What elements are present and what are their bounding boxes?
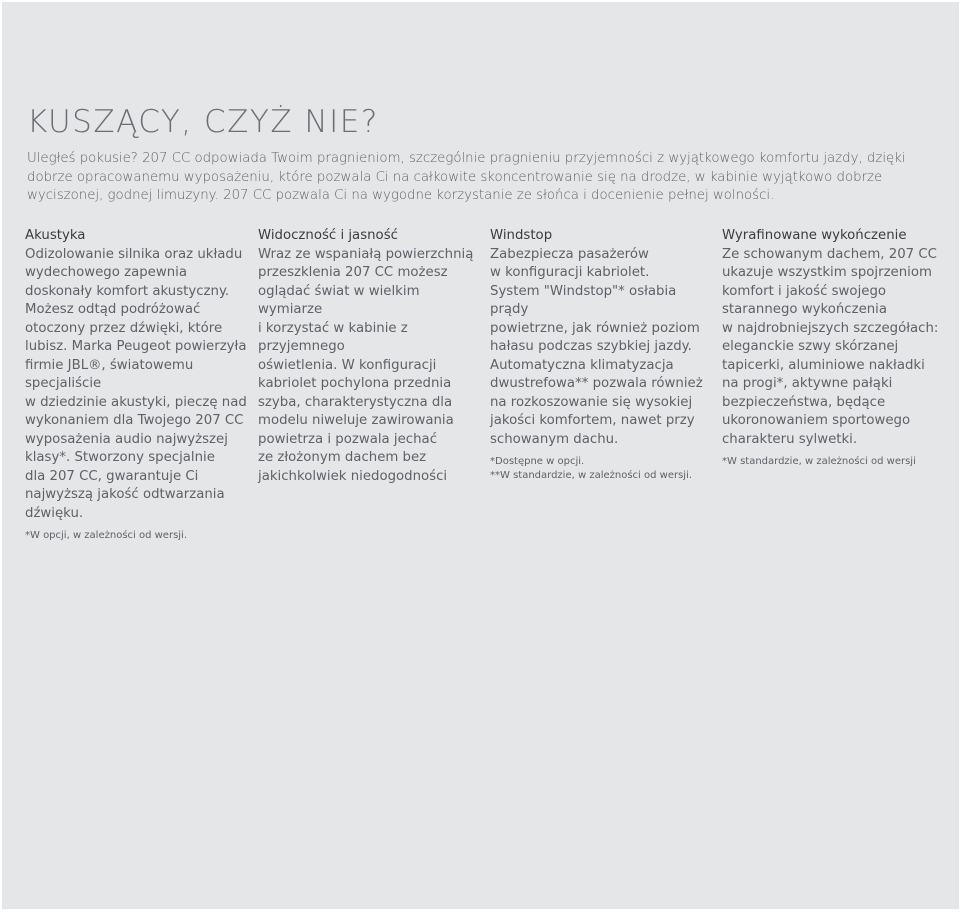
column-footnote: *W standardzie, w zależności od wersji xyxy=(722,456,916,467)
column-body: Wraz ze wspaniałą powierzchnią przeszklenia 207 CC możesz oglądać świat w wielkim wymiarze i korzystać w kabinie z przyjemnego oświetlenia. W konfiguracji kabriolet pochylona przednia szyba, charakterystyczna dla modelu niweluje zawirowania powietrza i pozwala jechać ze złożonym dachem bez jakichkolwiek niedogodności xyxy=(258,246,474,484)
column-heading: Widoczność i jasność xyxy=(258,228,398,243)
column-body: Ze schowanym dachem, 207 CC ukazuje wszystkim spojrzeniom komfort i jakość swojego starannego wykończenia w najdrobniejszych szczegółach: eleganckie szwy skórzanej tapicerki, aluminiowe nakładki na progi*, aktywne pałąki bezpieczeństwa, będące ukoronowaniem sportowego charakteru sylwetki. xyxy=(722,246,939,447)
column-footnote: *Dostępne w opcji. **W standardzie, w zależności od wersji. xyxy=(490,456,693,481)
intro-paragraph: Uległeś pokusie? 207 CC odpowiada Twoim pragnieniom, szczególnie pragnieniu przyjemności z wyjątkowego komfortu jazdy, dzięki dobrze opracowanemu wyposażeniu, które pozwala Ci na całkowite skoncentrowanie się na drodze, w kabinie wyjątkowo dobrze wyciszonej, godnej limuzyny. 207 CC pozwala Ci na wygodne korzystanie ze słońca i docenienie pełnej wolności. xyxy=(27,151,906,203)
column-wykonczenie xyxy=(722,227,944,469)
column-body: Zabezpiecza pasażerów w konfiguracji kabriolet. System "Windstop"* osłabia prądy powietrzne, jak również poziom hałasu podczas szybkiej jazdy. Automatyczna klimatyzacja dwustrefowa** pozwala również na rozkoszowanie się wysokiej jakości komfortem, nawet przy schowanym dachu. xyxy=(490,246,703,447)
column-widocznosc xyxy=(258,227,480,486)
column-akustyka xyxy=(25,227,247,543)
column-heading: Wyrafinowane wykończenie xyxy=(722,228,907,243)
column-heading: Windstop xyxy=(490,228,553,243)
column-windstop xyxy=(490,227,712,482)
page-title: KUSZĄCY, CZYŻ NIE? xyxy=(27,104,379,140)
column-footnote: *W opcji, w zależności od wersji. xyxy=(25,530,188,541)
column-body: Odizolowanie silnika oraz układu wydechowego zapewnia doskonały komfort akustyczny. Możesz odtąd podróżować otoczony przez dźwięki, które lubisz. Marka Peugeot powierzyła firmie JBL®, światowemu specjaliście w dziedzinie akustyki, pieczę nad wykonaniem dla Twojego 207 CC wyposażenia audio najwyższej klasy*. Stworzony specjalnie dla 207 CC, gwarantuje Ci najwyższą jakość odtwarzania dźwięku. xyxy=(25,246,247,521)
column-heading: Akustyka xyxy=(25,228,86,243)
